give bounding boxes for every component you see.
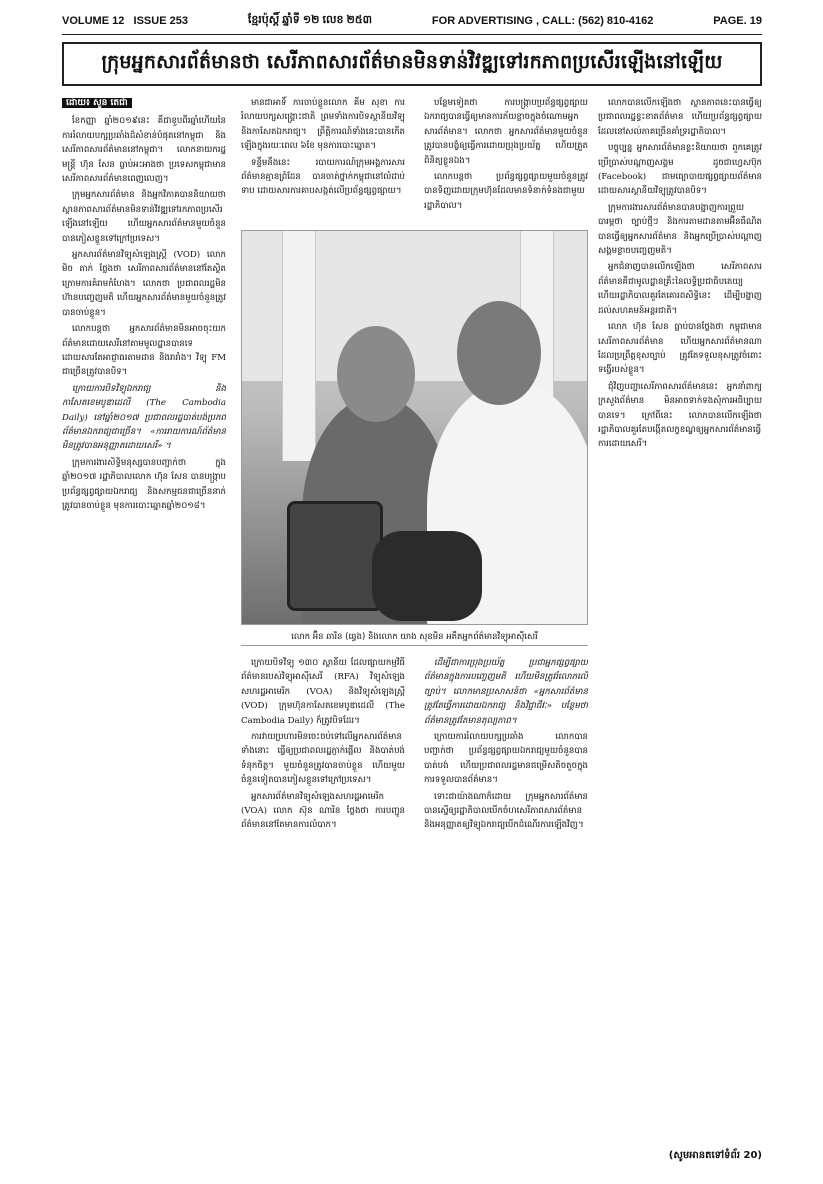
photo-hand (372, 531, 482, 621)
paragraph: លោកបន្តថា ប្រព័ន្ធផ្សព្វផ្សាយមួយចំនួនត្រូវបានទិញដោយក្រុមហ៊ុនដែលមានទំនាក់ទំនងជាមួយរដ្ឋាភិបាល។ (424, 172, 588, 211)
paragraph: ក្រោយការបិទវិទ្យុឯករាជ្យ និងកាសែតខេមបូឌាដេលី (The Cambodia Daily) នៅឆ្នាំ២០១៧ ប្រជាពលរដ្ឋបាត់បង់ប្រភពព័ត៌មានឯករាជ្យជាច្រើន។ «ការរាយការណ៍ព័ត៌មានមិនត្រូវបានអនុញ្ញាតដោយសេរី» ។ (62, 383, 226, 452)
photo-head-left (337, 326, 415, 422)
page-header (62, 10, 762, 32)
headline-text: ក្រុមអ្នកសារព័ត៌មានថា សេរីភាពសារព័ត៌មានមិនទាន់វិវឌ្ឍទៅរកភាពប្រសើរឡើងនៅឡើយ (101, 51, 723, 73)
paragraph: អ្នកសារព័ត៌មានវិទ្យុសំឡេងសហរដ្ឋអាមេរិក (VOA) លោក ស៊ុន ណារិន ថ្លែងថា ការបញ្ជូនព័ត៌មាននៅតែមានការលំបាក។ (241, 791, 405, 831)
volume-label (62, 15, 188, 27)
news-photo (241, 230, 588, 625)
byline-text: ដោយ៖ សួន តេជា (62, 98, 132, 108)
header-rule (62, 34, 762, 35)
paragraph: ជុំវិញបញ្ហាសេរីភាពសារព័ត៌មាននេះ អ្នកនាំពាក្យក្រសួងព័ត៌មាន មិនអាចទាក់ទងសុំការអធិប្បាយបានទេ។ ក្រៅពីនេះ លោកបានលើកឡើងថា រដ្ឋាភិបាលគួរតែបង្កើតលក្ខខណ្ឌឲ្យអ្នកសារព័ត៌មានធ្វើការដោយសេរី។ (598, 381, 762, 450)
headline (62, 42, 762, 86)
volume-number: VOLUME 12 (62, 15, 125, 27)
photo-caption: លោក អ៊ិន ឆារិន (ឆ្វេង) និងលោក យាង សុខមិន អតីតអ្នកព័ត៌មានវិទ្យុអាស៊ីសេរី (241, 628, 588, 646)
article-column-1 (62, 96, 226, 1171)
issue-number: ISSUE 253 (133, 15, 188, 27)
paragraph: ខែកញ្ញា ឆ្នាំ២០១៩នេះ គឺជាខួបពីរឆ្នាំហើយនៃការរំលាយបក្សប្រឆាំងដ៏សំខាន់បំផុតនៅកម្ពុជា និងសេរីភាពសារព័ត៌មាននៅកម្ពុជា។ លោកនាយករដ្ឋមន្ត្រី ហ៊ុន សែន ធ្លាប់អះអាងថា ប្រទេសកម្ពុជាមានសេរីភាពសារព័ត៌មានពេញលេញ។ (62, 116, 226, 185)
paragraph: លោក ហ៊ុន សែន ធ្លាប់បានថ្លែងថា កម្ពុជាមានសេរីភាពសារព័ត៌មាន ហើយអ្នកសារព័ត៌មានណាដែលប្រព្រឹត្តខុសច្បាប់ ត្រូវតែទទួលខុសត្រូវចំពោះទង្វើរបស់ខ្លួន។ (598, 322, 762, 376)
photo-head-right (457, 301, 541, 405)
paragraph: ទន្ទឹមនឹងនេះ របាយការណ៍ក្រុមអង្គការសារព័ត៌មានគ្មានព្រំដែន បានចាត់ថ្នាក់កម្ពុជានៅលំដាប់ទាប ដោយសារការគាបសង្កត់លើប្រព័ន្ធផ្សព្វផ្សាយ។ (241, 157, 405, 197)
article-column-3-top (424, 96, 588, 224)
paragraph: ក្រុមការងារសិទ្ធិមនុស្សបានបញ្ជាក់ថា ក្នុងឆ្នាំ២០១៧ រដ្ឋាភិបាលលោក ហ៊ុន សែន បានបង្ក្រាបប្រព័ន្ធផ្សព្វផ្សាយឯករាជ្យ និងសកម្មជនជាច្រើននាក់ត្រូវបានចាប់ខ្លួន មុនការបោះឆ្នោតឆ្នាំ២០១៨។ (62, 457, 226, 511)
paragraph: ក្រោយការរំលាយបក្សប្រឆាំង លោកបានបញ្ជាក់ថា ប្រព័ន្ធផ្សព្វផ្សាយឯករាជ្យមួយចំនួនបានបាត់បង់ ហើយប្រជាពលរដ្ឋមានជម្រើសតិចតួចក្នុងការទទួលបានព័ត៌មាន។ (424, 732, 588, 786)
paragraph: ដើម្បីជាការប្រុងប្រយ័ត្ន ប្រជាអ្នកផ្សព្វផ្សាយព័ត៌មានក្នុងការបញ្ចេញមតិ ហើយមិនត្រូវរំលោភលើច្បាប់។ លោកមានប្រសាសន៍ថា «អ្នកសារព័ត៌មានត្រូវតែធ្វើការដោយឯករាជ្យ និងវិជ្ជាជីវៈ» បន្ថែមថា ព័ត៌មានត្រូវតែមានតុល្យភាព។ (424, 658, 588, 726)
paragraph: ការវាយប្រហារមិនចេះចប់ទៅលើអ្នកសារព័ត៌មានទាំងនោះ ធ្វើឲ្យប្រជាពលរដ្ឋភ្ញាក់ផ្អើល និងបាត់បង់ទំនុកចិត្ត។ មួយចំនួនត្រូវបានចាប់ខ្លួន ហើយមួយចំនួនទៀតបានភៀសខ្លួនទៅក្រៅប្រទេស។ (241, 732, 405, 786)
article-column-4 (598, 96, 762, 1141)
paragraph: ក្រុមអ្នកសារព័ត៌មាន និងអ្នកវិភាគបាននិយាយថា ស្ថានភាពសារព័ត៌មានមិនទាន់វិវឌ្ឍទៅរកភាពប្រសើរឡើងនៅឡើយ ហើយអ្នកសារព័ត៌មានមួយចំនួនបានភៀសខ្លួនទៅក្រៅប្រទេស។ (62, 190, 226, 244)
paper-name: ខ្មែរប៉ុស្តិ៍ ឆ្នាំទី ១២ លេខ ២៥៣ (247, 14, 373, 26)
article-column-2-bottom (241, 656, 405, 1171)
smartphone-icon (287, 501, 383, 611)
article-column-2-top (241, 96, 405, 224)
paragraph: លោកបានលើកឡើងថា ស្ថានភាពនេះបានធ្វើឲ្យប្រជាពលរដ្ឋខ្វះខាតព័ត៌មាន ហើយប្រព័ន្ធផ្សព្វផ្សាយដែលនៅសល់ភាគច្រើនគាំទ្ររដ្ឋាភិបាល។ (598, 98, 762, 137)
page-number: PAGE. 19 (713, 15, 762, 27)
paragraph: ក្រោយបិទវិទ្យុ ១៣០ ស្ថានីយ ដែលផ្សាយកម្មវិធីព័ត៌មានរបស់វិទ្យុអាស៊ីសេរី (RFA) វិទ្យុសំឡេងសហរដ្ឋអាមេរិក (VOA) និងវិទ្យុសំឡេងស្ត្រី (VOD) ក្រុមហ៊ុនកាសែតខេមបូឌាដេលី (The Cambodia Daily) ក៏ត្រូវបិទដែរ។ (241, 658, 405, 726)
paragraph: លោកបន្តថា អ្នកសារព័ត៌មានមិនអាចចុះយកព័ត៌មានដោយសេរីនៅតាមមូលដ្ឋានបានទេ ដោយសារតែអាជ្ញាធរតាមដាន និងរារាំង។ វិទ្យុ FM ជាច្រើនត្រូវបានបិទ។ (62, 324, 226, 378)
paragraph: អ្នកសារព័ត៌មានវិទ្យុសំឡេងស្ត្រី (VOD) លោក មិច តាក់ ថ្លែងថា សេរីភាពសារព័ត៌មាននៅតែស្ថិតក្រោមការគំរាមកំហែង។ លោកថា ប្រជាពលរដ្ឋមិនហ៊ានបញ្ចេញមតិ ហើយអ្នកសារព័ត៌មានមួយចំនួនត្រូវបានចាប់ខ្លួន។ (62, 250, 226, 318)
article-column-3-bottom (424, 656, 588, 1171)
advertising-contact: FOR ADVERTISING , CALL: (562) 810-4162 (431, 15, 654, 27)
paragraph: ទោះជាយ៉ាងណាក៏ដោយ ក្រុមអ្នកសារព័ត៌មានបានស្នើឲ្យរដ្ឋាភិបាលបើកចំហសេរីភាពសារព័ត៌មាន និងអនុញ្ញាតឲ្យវិទ្យុឯករាជ្យបើកដំណើរការឡើងវិញ។ (424, 791, 588, 831)
paragraph: មានជាអាទិ៍ ការចាប់ខ្លួនលោក គីម សុខា ការរំលាយបក្សសង្គ្រោះជាតិ ព្រមទាំងការបិទស្ថានីយវិទ្យុ និងកាសែតឯករាជ្យ។ ព្រឹត្តិការណ៍ទាំងនេះបានកើតឡើងក្នុងរយៈពេល ៦ខែ មុនការបោះឆ្នោត។ (241, 98, 405, 152)
paragraph: បច្ចុប្បន្ន អ្នកសារព័ត៌មានខ្លះនិយាយថា ពួកគេត្រូវប្រើប្រាស់បណ្តាញសង្គម ដូចជាហ្វេសប៊ុក (Facebook) ជាមធ្យោបាយផ្សព្វផ្សាយព័ត៌មាន ដោយសារស្ថានីយវិទ្យុត្រូវបានបិទ។ (598, 143, 762, 197)
paragraph: អ្នកជំនាញបានលើកឡើងថា សេរីភាពសារព័ត៌មានគឺជាមូលដ្ឋានគ្រឹះនៃលទ្ធិប្រជាធិបតេយ្យ ហើយរដ្ឋាភិបាលគួរតែគោរពសិទ្ធិនេះ ដើម្បីបង្ហាញដល់សហគមន៍អន្តរជាតិ។ (598, 262, 762, 316)
continued-on-page: (សូមអានតទៅទំព័រ 20) (668, 1150, 762, 1161)
byline (62, 96, 226, 110)
photo-pillar (282, 231, 316, 461)
paragraph: បន្ថែមទៀតថា ការបង្ក្រាបប្រព័ន្ធផ្សព្វផ្សាយឯករាជ្យបានធ្វើឲ្យមានការភ័យខ្លាចក្នុងចំណោមអ្នកសារព័ត៌មាន។ លោកថា អ្នកសារព័ត៌មានមួយចំនួនត្រូវបានបង្ខំឲ្យធ្វើការដោយប្រុងប្រយ័ត្ន ហើយត្រួតពិនិត្យខ្លួនឯង។ (424, 98, 588, 166)
paragraph: ក្រុមការងារសារព័ត៌មានបានបង្ហាញការព្រួយបារម្ភថា ច្បាប់ថ្មីៗ និងការតាមដានតាមអ៊ីនធឺណិត បានធ្វើឲ្យអ្នកសារព័ត៌មាន និងអ្នកប្រើប្រាស់បណ្តាញសង្គមខ្លាចបញ្ចេញមតិ។ (598, 202, 762, 257)
